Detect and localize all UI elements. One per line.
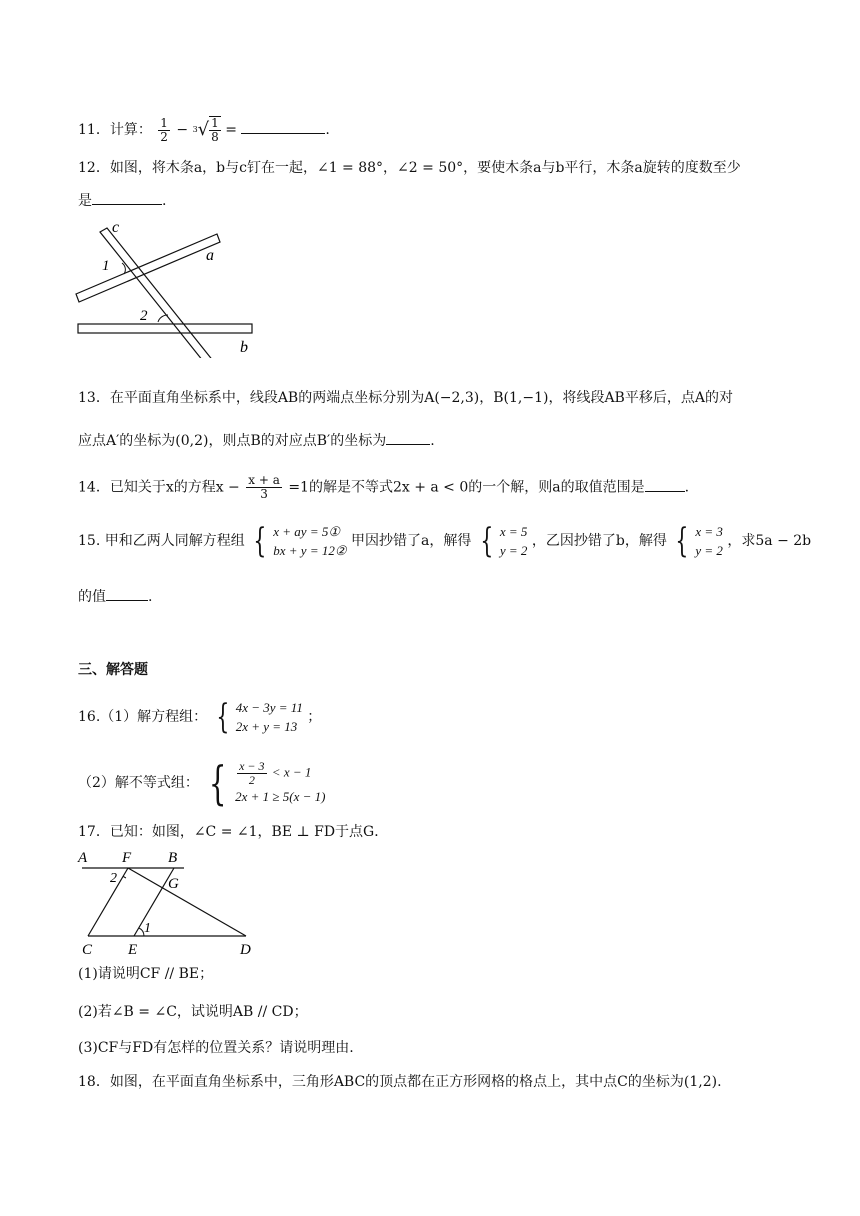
q11-root-num: 1 [211, 116, 219, 130]
question-18-line1: 18．如图，在平面直角坐标系中，三角形ABC的顶点都在正方形网格的格点上，其中点C的坐标为(1,2). [78, 1074, 722, 1090]
q16-p1-end: ； [307, 709, 322, 725]
q11-root-index: 3 [192, 125, 198, 134]
label-angle-1: 1 [144, 921, 151, 936]
q15-end: ，求5a − 2b [727, 533, 812, 549]
q11-fraction [158, 117, 170, 144]
q16-ineq2: 2x + 1 ≥ 5(x − 1) [235, 789, 326, 804]
q12-end: . [162, 193, 167, 209]
q15-eq2: bx + y = 12② [273, 543, 347, 558]
q16-p2-label: （2）解不等式组： [78, 775, 199, 791]
q13-answer-blank[interactable] [386, 430, 430, 445]
q14-answer-blank[interactable] [645, 477, 685, 492]
question-16-part2 [78, 756, 326, 810]
angle-2-arc [123, 876, 126, 878]
stick-b [78, 324, 252, 333]
brace-icon: { [675, 521, 689, 561]
q16-eq1: 4x − 3y = 11 [235, 700, 303, 715]
q15-s2a: x = 3 [695, 524, 723, 539]
q12-answer-blank[interactable] [92, 190, 162, 205]
q16-ineq1 [235, 760, 325, 787]
q11-equals: = [225, 122, 237, 138]
q17-figure [76, 846, 266, 958]
question-14 [78, 474, 689, 501]
q15-line2-end: . [148, 589, 153, 605]
brace-icon: { [209, 756, 227, 810]
brace-icon: { [480, 521, 494, 561]
q11-answer-blank[interactable] [241, 119, 325, 134]
question-17-sub1: (1)请说明CF // BE； [78, 966, 214, 982]
q11-cube-root [193, 116, 221, 144]
q15-s2b: y = 2 [695, 543, 723, 558]
question-15-line2 [78, 586, 152, 607]
q15-pre: 15. 甲和乙两人同解方程组 [78, 533, 245, 549]
q11-end: . [325, 122, 330, 138]
q14-frac-num: x + a [248, 473, 280, 487]
question-16-part1 [78, 698, 321, 736]
q16-frac-num: x − 3 [239, 759, 265, 773]
q13-text: 应点A′的坐标为(0,2)，则点B的对应点B′的坐标为 [78, 433, 387, 449]
question-17-sub2: (2)若∠B = ∠C，试说明AB // CD； [78, 1004, 308, 1020]
line-CF [88, 868, 128, 936]
q14-pre: 14．已知关于x的方程x − [78, 479, 240, 496]
q13-end: . [430, 433, 435, 449]
q15-line2: 的值 [78, 589, 106, 605]
brace-icon: { [253, 521, 267, 561]
q14-mid: =1的解是不等式2x + a < 0的一个解，则a的取值范围是 [288, 479, 645, 496]
label-a: a [206, 247, 214, 264]
q16-ineq1-rest: < x − 1 [271, 764, 312, 780]
q16-p1-label: 16.（1）解方程组： [78, 709, 208, 725]
label-E: E [128, 942, 138, 958]
q16-eq2: 2x + y = 13 [235, 719, 298, 734]
label-A: A [78, 850, 88, 866]
q12-figure [72, 218, 272, 358]
q16-inequality-system [235, 760, 325, 806]
question-13-line1: 13．在平面直角坐标系中，线段AB的两端点坐标分别为A(−2,3)，B(1,−1)，将线段AB平移后，点A的对 [78, 390, 733, 406]
q15-solution-2 [695, 522, 723, 560]
stick-c [100, 228, 214, 358]
question-17-line1: 17．已知：如图，∠C = ∠1，BE ⊥ FD于点G． [78, 824, 389, 840]
q16-system [236, 698, 303, 736]
brace-icon: { [215, 697, 229, 737]
question-12-line2 [78, 190, 166, 211]
q11-frac-num: 1 [160, 115, 168, 130]
q14-frac-den: 3 [260, 487, 268, 501]
label-c: c [112, 219, 120, 236]
question-11 [78, 116, 330, 144]
label-b: b [240, 339, 248, 356]
label-F: F [122, 850, 132, 866]
q15-mid1: 甲因抄错了a，解得 [350, 533, 472, 549]
section-title: 三、解答题 [78, 662, 148, 678]
angle-1-arc [122, 263, 125, 274]
label-angle-2: 2 [140, 308, 148, 324]
q12-prefix: 是 [78, 193, 92, 209]
q15-mid2: ，乙因抄错了b，解得 [531, 533, 667, 549]
question-12-line1: 12．如图，将木条a，b与c钉在一起，∠1 = 88°，∠2 = 50°，要使木条a与b平行，木条a旋转的度数至少 [78, 160, 741, 176]
label-D: D [240, 942, 251, 958]
q15-s1a: x = 5 [499, 524, 528, 539]
label-G: G [168, 876, 179, 892]
question-15-line1 [78, 522, 811, 560]
label-angle-1: 1 [102, 258, 110, 274]
q11-frac-den: 2 [160, 129, 168, 144]
label-B: B [168, 850, 178, 866]
label-angle-2: 2 [110, 871, 117, 886]
q16-frac-den: 2 [248, 773, 255, 787]
q15-system [273, 522, 346, 560]
q11-label: 11．计算： [78, 122, 152, 138]
q11-minus: − [176, 122, 189, 138]
q11-root-den: 8 [211, 130, 219, 144]
question-13-line2 [78, 430, 435, 451]
q15-answer-blank[interactable] [106, 586, 148, 601]
q15-s1b: y = 2 [499, 543, 528, 558]
label-C: C [82, 942, 93, 958]
q14-end: . [684, 479, 690, 496]
q15-solution-1 [500, 522, 528, 560]
radical-sign-icon: √ [197, 119, 210, 140]
q14-fraction [246, 474, 282, 501]
q15-eq1: x + ay = 5① [273, 524, 341, 539]
question-17-sub3: (3)CF与FD有怎样的位置关系？请说明理由. [78, 1040, 354, 1056]
